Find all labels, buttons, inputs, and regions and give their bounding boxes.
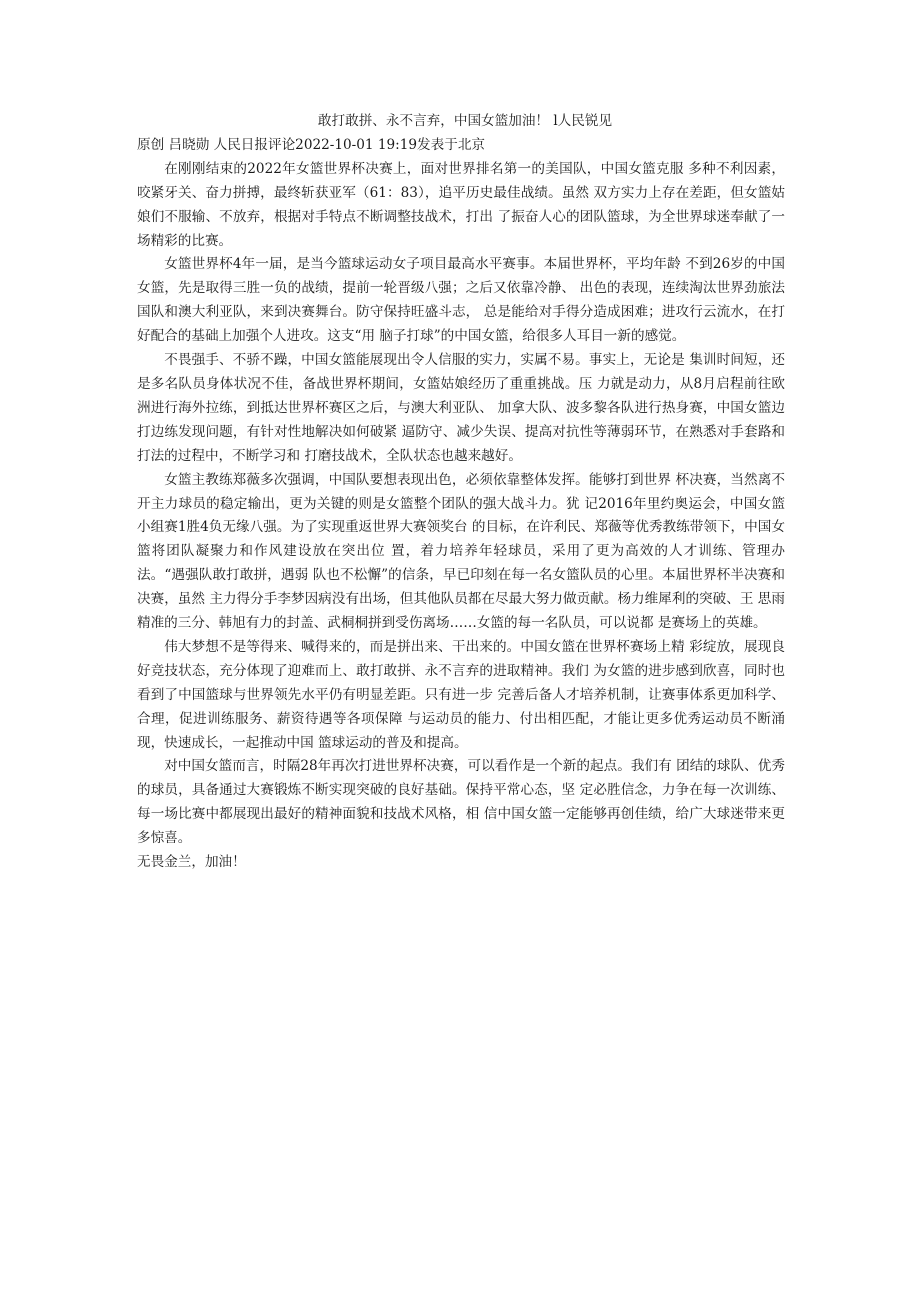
paragraph-1: 在刚刚结束的2022年女篮世界杯决赛上，面对世界排名第一的美国队，中国女篮克服 多种不利因素，咬紧牙关、奋力拼搏，最终斩获亚军（61：83），追平历史最佳战绩。虽然 双方实力上存在差距，但女篮姑娘们不服输、不放弃，根据对手特点不断调整技战术，打出 了振奋人心的团队篮球，为全世界球迷奉献了一场精彩的比赛。 [137,160,785,249]
paragraph-6: 对中国女篮而言，时隔28年再次打进世界杯决赛，可以看作是一个新的起点。我们有 团结的球队、优秀的球员，具备通过大赛锻炼不断实现突破的良好基础。保持平常心态，坚 定必胜信念，力争在每一次训练、每一场比赛中都展现出最好的精神面貌和技战术风格，相 信中国女篮一定能够再创佳绩，给广大球迷带来更多惊喜。 [137,758,785,847]
paragraph-3: 不畏强手、不骄不躁，中国女篮能展现出令人信服的实力，实属不易。事实上，无论是 集训时间短，还是多名队员身体状况不佳，备战世界杯期间，女篮姑娘经历了重重挑战。压 力就是动力，从8月启程前往欧洲进行海外拉练，到抵达世界杯赛区之后，与澳大利亚队、 加拿大队、波多黎各队进行热身赛，中国女篮边打边练发现问题，有针对性地解决如何破紧 逼防守、减少失误、提高对抗性等薄弱环节，在熟悉对手套路和打法的过程中，不断学习和 打磨技战术，全队状态也越来越好。 [137,352,785,464]
paragraph-5: 伟大梦想不是等得来、喊得来的，而是拼出来、干出来的。中国女篮在世界杯赛场上精 彩绽放，展现良好竞技状态，充分体现了迎难而上、敢打敢拼、永不言弃的进取精神。我们 为女篮的进步感到欣喜，同时也看到了中国篮球与世界领先水平仍有明显差距。只有进一步 完善后备人才培养机制，让赛事体系更加科学、合理，促进训练服务、薪资待遇等各项保障 与运动员的能力、付出相匹配，才能让更多优秀运动员不断涌现，快速成长，一起推动中国 篮球运动的普及和提高。 [137,638,785,751]
closing-line: 无畏金兰，加油！ [137,854,246,871]
paragraph-4: 女篮主教练郑薇多次强调，中国队要想表现出色，必须依靠整体发挥。能够打到世界 杯决赛，当然离不开主力球员的稳定输出，更为关键的则是女篮整个团队的强大战斗力。犹 记2016年里约奥运会，中国女篮小组赛1胜4负无缘八强。为了实现重返世界大赛领奖台 的目标，在许利民、郑薇等优秀教练带领下，中国女篮将团队凝聚力和作风建设放在突出位 置，着力培养年轻球员，采用了更为高效的人才训练、管理办法。“遇强队敢打敢拼，遇弱 队也不松懈”的信条，早已印刻在每一名女篮队员的心里。本届世界杯半决赛和决赛，虽然 主力得分手李梦因病没有出场，但其他队员都在尽最大努力做贡献。杨力维犀利的突破、王 思雨精准的三分、韩旭有力的封盖、武桐桐拼到受伤离场……女篮的每一名队员，可以说都 是赛场上的英雄。 [137,471,785,632]
article-title: 敢打敢拼、永不言弃，中国女篮加油！ l人民锐见 [317,113,613,129]
paragraph-2: 女篮世界杯4年一届，是当今篮球运动女子项目最高水平赛事。本届世界杯，平均年龄 不到26岁的中国女篮，先是取得三胜一负的战绩，提前一轮晋级八强；之后又依靠冷静、 出色的表现，连续淘汰世界劲旅法国队和澳大利亚队，来到决赛舞台。防守保持旺盛斗志， 总是能给对手得分造成困难；进攻行云流水，在打好配合的基础上加强个人进攻。这支“用 脑子打球”的中国女篮，给很多人耳目一新的感觉。 [137,256,785,345]
article-body [137,110,785,875]
article-byline: 原创 吕晓勋 人民日报评论2022-10-01 19:19发表于北京 [137,136,486,153]
